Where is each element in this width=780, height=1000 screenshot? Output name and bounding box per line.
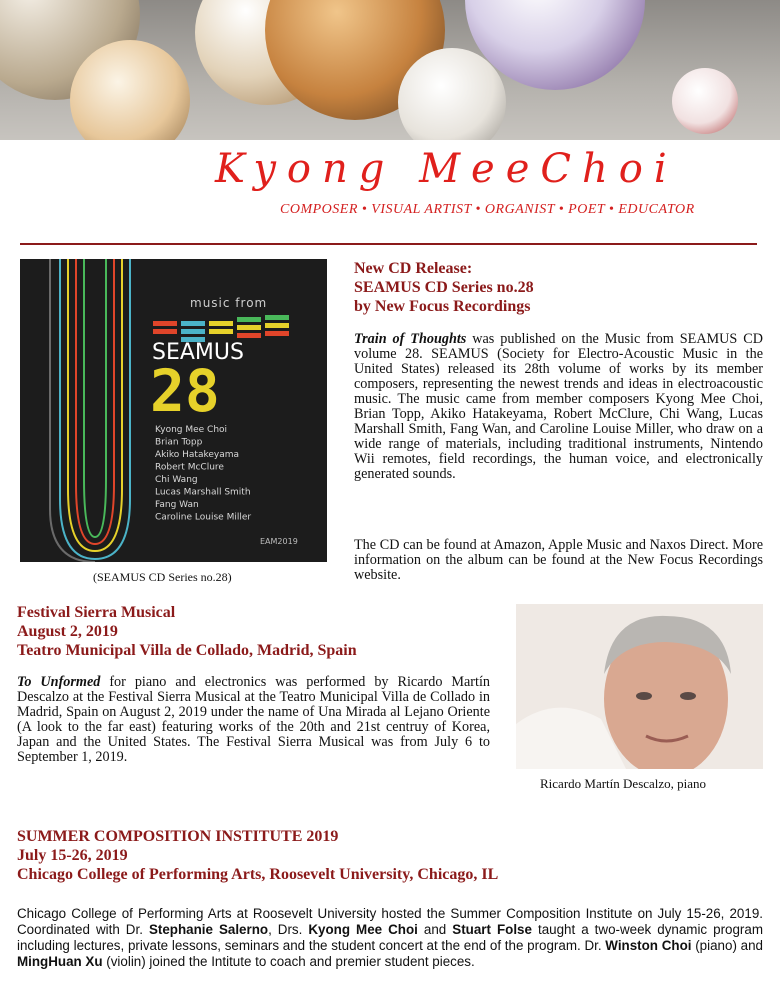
cover-code: EAM2019 — [260, 537, 298, 546]
paragraph-text: for piano and electronics was performed by Ricardo Martín Descalzo at the Festival Sierra Musical at the Teatro Municipal Villa de Collado in Madrid, Spain on August 2, 2019 under the name of Una Mirada al Lejano Oriente (A look to the far east) featuring works of the 20th and 21st centruy of Korea, Japan and the United States. The Festival Sierra Musical was from July 6 to September 1, 2019. — [17, 674, 491, 765]
cover-composer-name: Caroline Louise Miller — [155, 512, 252, 523]
paragraph-text: (violin) joined the Intitute to coach and premier student pieces. — [102, 954, 475, 969]
work-title: To Unformed — [17, 674, 101, 690]
site-header — [0, 140, 780, 240]
paragraph-text: was published on the Music from SEAMUS CD volume 28. SEAMUS (Society for Electro-Acoustic Music in the United States) released its 28th volume of works by its member composers, representing the newest trends and ideas in electroacoustic music. The music came from member composers Kyong Mee Choi, Brian Topp, Akiko Hatakeyama, Robert McClure, Chi Wang, Lucas Marshall Smith, Fang Wan, and Caroline Louise Miller, who draw on a wide range of materials, including traditional instruments, Nintendo Wii remotes, field recordings, the human voice, and electronically generated sounds. — [354, 331, 763, 482]
cd-heading-line: New CD Release: — [354, 260, 473, 277]
site-tagline: COMPOSER • VISUAL ARTIST • ORGANIST • POET • EDUCATOR — [280, 202, 695, 217]
pianist-photo — [516, 604, 763, 769]
person-name: MingHuan Xu — [17, 954, 103, 969]
sphere-decoration — [672, 68, 738, 134]
work-title: Train of Thoughts — [354, 331, 467, 347]
cd-cover-image — [20, 259, 327, 562]
person-name: Winston Choi — [605, 938, 692, 953]
paragraph-text: taught a two-week dynamic program including lectures, private lessons, seminars and the student concert at the end of the program. Dr. — [17, 922, 763, 953]
cd-caption: (SEAMUS CD Series no.28) — [93, 570, 232, 584]
header-divider — [20, 243, 757, 245]
institute-heading — [17, 827, 498, 884]
site-title: Kyong MeeChoi — [215, 146, 678, 192]
person-name: Stuart Folse — [452, 922, 532, 937]
cd-cover-art — [20, 259, 327, 562]
institute-heading-line: SUMMER COMPOSITION INSTITUTE 2019 — [17, 828, 339, 845]
person-name: Kyong Mee Choi — [308, 922, 418, 937]
cover-composer-name: Robert McClure — [155, 462, 224, 473]
cd-paragraph — [354, 332, 763, 482]
header-banner-image — [0, 0, 780, 140]
cover-seamus: SEAMUS — [152, 340, 244, 365]
cd-heading-line: by New Focus Recordings — [354, 298, 531, 315]
institute-heading-line: July 15-26, 2019 — [17, 847, 128, 864]
cd-heading-line: SEAMUS CD Series no.28 — [354, 279, 534, 296]
cover-composer-name: Akiko Hatakeyama — [155, 450, 240, 460]
paragraph-text: and — [417, 922, 453, 937]
festival-heading-line: August 2, 2019 — [17, 623, 118, 640]
pianist-portrait — [516, 604, 763, 769]
festival-heading-line: Teatro Municipal Villa de Collado, Madrid, Spain — [17, 642, 357, 659]
paragraph-text: , Drs. — [268, 922, 309, 937]
institute-heading-line: Chicago College of Performing Arts, Roosevelt University, Chicago, IL — [17, 866, 499, 883]
cover-music-from: music from — [190, 296, 268, 310]
cover-number: 28 — [150, 357, 220, 425]
cd-availability-paragraph: The CD can be found at Amazon, Apple Music and Naxos Direct. More information on the album can be found at the New Focus Recordings website. — [354, 537, 763, 583]
paragraph-text: Chicago College of Performing Arts at Roosevelt University hosted the Summer Composition Institute on July 15-26, 2019. Coordinated with Dr. — [17, 906, 763, 937]
person-name: Stephanie Salerno — [148, 922, 269, 937]
cover-composer-name: Lucas Marshall Smith — [155, 487, 251, 498]
cover-composer-name: Kyong Mee Choi — [155, 425, 228, 435]
institute-paragraph — [17, 906, 763, 970]
festival-heading-line: Festival Sierra Musical — [17, 604, 176, 621]
festival-heading — [17, 603, 357, 660]
pianist-caption: Ricardo Martín Descalzo, piano — [540, 776, 707, 791]
cover-composer-name: Fang Wan — [155, 500, 199, 510]
paragraph-text: (piano) and — [691, 938, 763, 953]
cover-composer-name: Brian Topp — [155, 437, 203, 448]
cover-composer-name: Chi Wang — [155, 475, 198, 485]
festival-paragraph — [17, 675, 490, 765]
cd-heading — [354, 259, 534, 316]
